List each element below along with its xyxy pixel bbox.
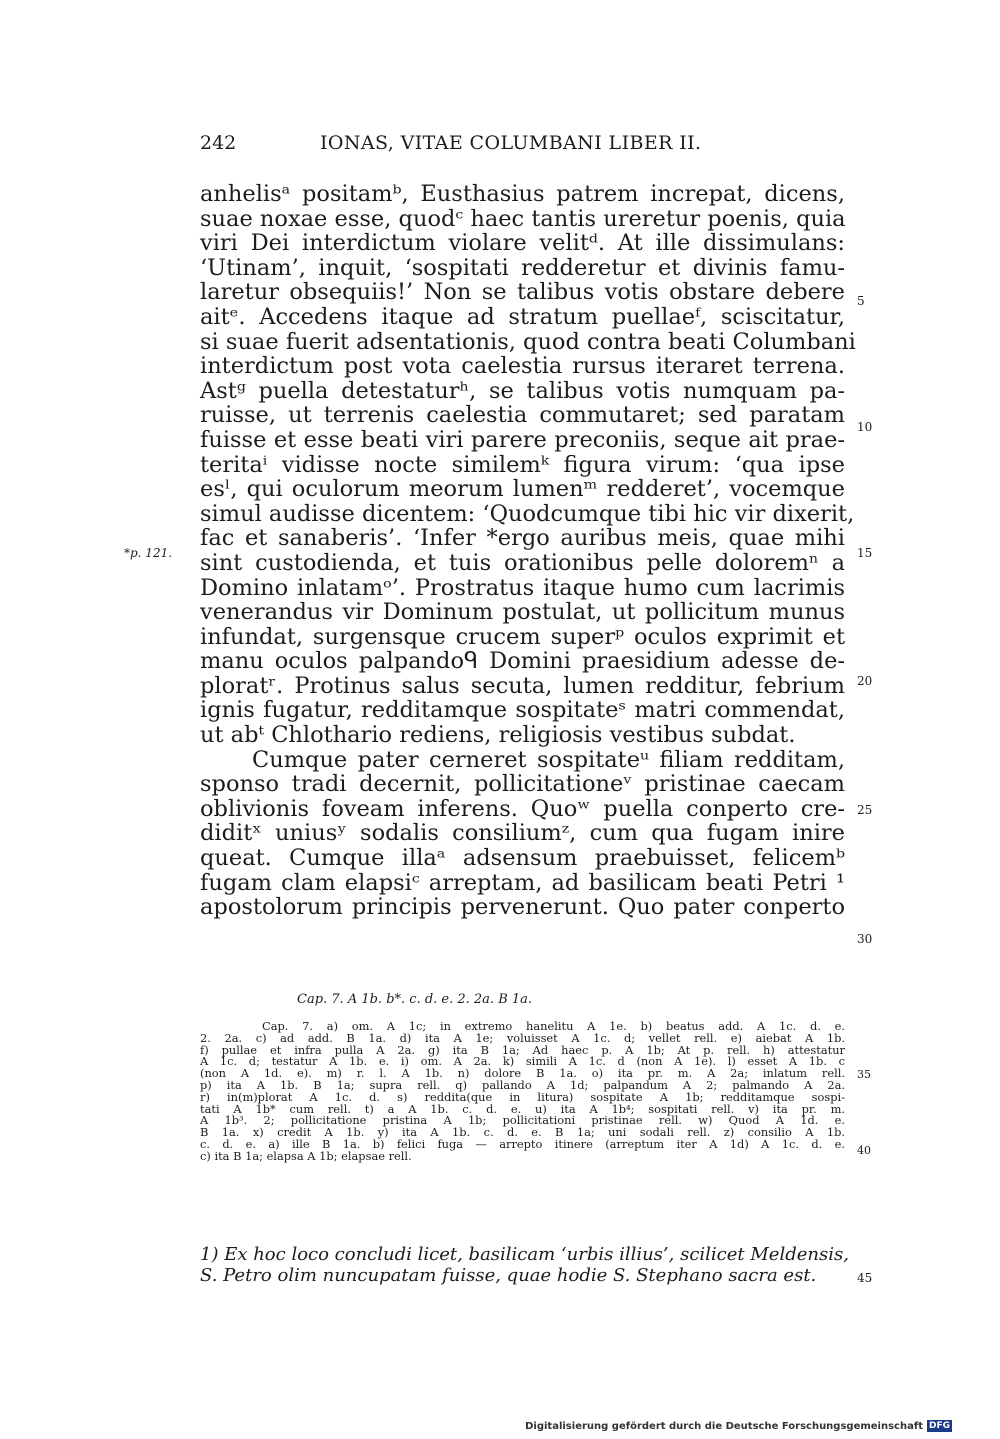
apparatus-line: (non A 1d. e). m) r. l. A 1b. n) dolore B 1a. o) ita pr. m. A 2a; inlatum rell. (200, 1066, 845, 1081)
text-line: laretur obsequiis!’ Non se talibus votis obstare debere (200, 279, 845, 306)
manuscript-sigla: Cap. 7. A 1b. b*. c. d. e. 2. 2a. B 1a. (297, 992, 533, 1007)
critical-apparatus (200, 1021, 845, 1163)
apparatus-line: Cap. 7. a) om. A 1c; in extremo hanelitu A 1e. b) beatus add. A 1c. d. e. (262, 1019, 845, 1033)
text-line: oblivionis foveam inferens. Quoʷ puella conperto cre- (200, 795, 845, 822)
text-line: diditˣ uniusʸ sodalis consiliumᶻ, cum qua fugam inire (200, 820, 845, 847)
apparatus-line: B 1a. x) credit A 1b. y) ita A 1b. c. d. e. B 1a; uni sodali rell. z) consilio A 1b. (200, 1125, 845, 1140)
apparatus-line: f) pullae et infra pulla A 2a. g) ita B 1a; Ad haec p. A 1b; At p. rell. h) attestatur (200, 1042, 845, 1057)
apparatus-line: tati A 1b* cum rell. t) a A 1b. c. d. e. u) ita A 1b⁴; sospitati rell. v) ita pr. m. (200, 1101, 845, 1116)
text-line: suae noxae esse, quodᶜ haec tantis ureretur poenis, quia (200, 205, 846, 232)
text-line: anhelisᵃ positamᵇ, Eusthasius patrem increpat, dicens, (200, 181, 845, 207)
text-line: sponso tradi decernit, pollicitationeᵛ pristinae caecam (200, 771, 845, 798)
apparatus-line: r) in(m)plorat A 1c. d. s) reddita(que in litura) sospitate A 1b; redditamque sospi- (200, 1089, 845, 1104)
text-line: apostolorum principis pervenerunt. Quo pater conperto (200, 894, 845, 921)
text-line: teritaⁱ vidisse nocte similemᵏ figura virum: ‘qua ipse (200, 451, 845, 478)
text-line: infundat, surgensque crucem superᵖ oculos exprimit et (200, 623, 845, 650)
footnote (200, 1244, 849, 1286)
text-line: ploratʳ. Protinus salus secuta, lumen redditur, febrium (200, 672, 845, 699)
text-line: ‘Utinam’, inquit, ‘sospitati redderetur et divinis famu- (200, 254, 845, 281)
text-line: si suae fuerit adsentationis, quod contra beati Columbani (200, 328, 856, 355)
footnote-line: 1) Ex hoc loco concludi licet, basilicam ‘urbis illius’, scilicet Meldensis, (200, 1244, 849, 1265)
text-line: ut abᵗ Chlothario rediens, religiosis vestibus subdat. (200, 722, 796, 749)
apparatus-line: 2. 2a. c) ad add. B 1a. d) ita A 1e; voluisset A 1c. d; vellet rell. e) aiebat A 1b. (200, 1030, 845, 1045)
text-line: simul audisse dicentem: ‘Quodcumque tibi hic vir dixerit, (200, 500, 855, 527)
text-line: ruisse, ut terrenis caelestia commutaret; sed paratam (200, 402, 845, 429)
side-page-reference: *p. 121. (124, 546, 173, 560)
running-title: IONAS, VITAE COLUMBANI LIBER II. (320, 132, 702, 154)
apparatus-line: A 1c. d; testatur A 1b. e. i) om. A 2a. k) simili A 1c. d (non A 1e). l) esset A 1b. c (200, 1054, 845, 1069)
line-number: 30 (857, 932, 873, 946)
footnote-line-number: 45 (857, 1271, 873, 1285)
text-line: viri Dei interdictum violare velitᵈ. At ille dissimulans: (200, 230, 845, 257)
text-line: Domino inlatamᵒ’. Prostratus itaque humo cum lacrimis (200, 574, 845, 601)
credit-text: Digitalisierung gefördert durch die Deutsche Forschungsgemeinschaft (525, 1420, 923, 1432)
text-line: sint custodienda, et tuis orationibus pelle doloremⁿ a (200, 549, 845, 576)
dfg-logo: DFG (928, 1421, 950, 1431)
text-line: manu oculos palpandoᑫ Domini praesidium adesse de- (200, 648, 845, 675)
footnote-line: S. Petro olim nuncupatam fuisse, quae hodie S. Stephano sacra est. (200, 1265, 817, 1286)
apparatus-line: p) ita A 1b. B 1a; supra rell. q) pallando A 1d; palpandum A 2; palmando A 2a. (200, 1077, 845, 1092)
main-text (200, 181, 856, 921)
text-line: fuisse et esse beati viri parere preconiis, seque ait prae- (200, 426, 845, 453)
line-number: 5 (857, 294, 865, 308)
apparatus-line: c. d. e. a) ille B 1a. b) felici fuga — arrepto itinere (arreptum iter A 1d) A 1c. d. e. (200, 1136, 845, 1151)
text-line: esˡ, qui oculorum meorum lumenᵐ redderet’, vocemque (200, 476, 845, 503)
apparatus-line-number: 40 (857, 1144, 871, 1157)
apparatus-line: c) ita B 1a; elapsa A 1b; elapsae rell. (200, 1148, 412, 1163)
text-line: aitᵉ. Accedens itaque ad stratum puellaeᶠ, sciscitatur, (200, 303, 845, 330)
page-number: 242 (200, 132, 237, 154)
apparatus-line-number: 35 (857, 1068, 871, 1081)
text-line: queat. Cumque illaᵃ adsensum praebuisset, felicemᵇ (200, 845, 845, 872)
digitization-credit (525, 1420, 952, 1432)
text-line: fugam clam elapsiᶜ arreptam, ad basilicam beati Petri ¹ (200, 869, 845, 896)
text-line: ignis fugatur, redditamque sospitateˢ matri commendat, (200, 697, 845, 724)
apparatus-line: A 1b³. 2; pollicitatione pristina A 1b; pollicitationi pristinae rell. w) Quod A 1d. e. (200, 1113, 845, 1128)
line-number: 20 (857, 674, 873, 688)
text-line: venerandus vir Dominum postulat, ut pollicitum munus (200, 599, 845, 626)
line-number: 25 (857, 803, 873, 817)
line-number: 15 (857, 546, 873, 560)
text-line: fac et sanaberis’. ‘Infer *ergo auribus meis, quae mihi (200, 525, 845, 552)
line-number: 10 (857, 420, 873, 434)
text-line: Cumque pater cerneret sospitateᵘ filiam redditam, (252, 746, 845, 773)
text-line: interdictum post vota caelestia rursus iteraret terrena. (200, 353, 845, 380)
text-line: Astᵍ puella detestaturʰ, se talibus votis numquam pa- (200, 377, 845, 404)
